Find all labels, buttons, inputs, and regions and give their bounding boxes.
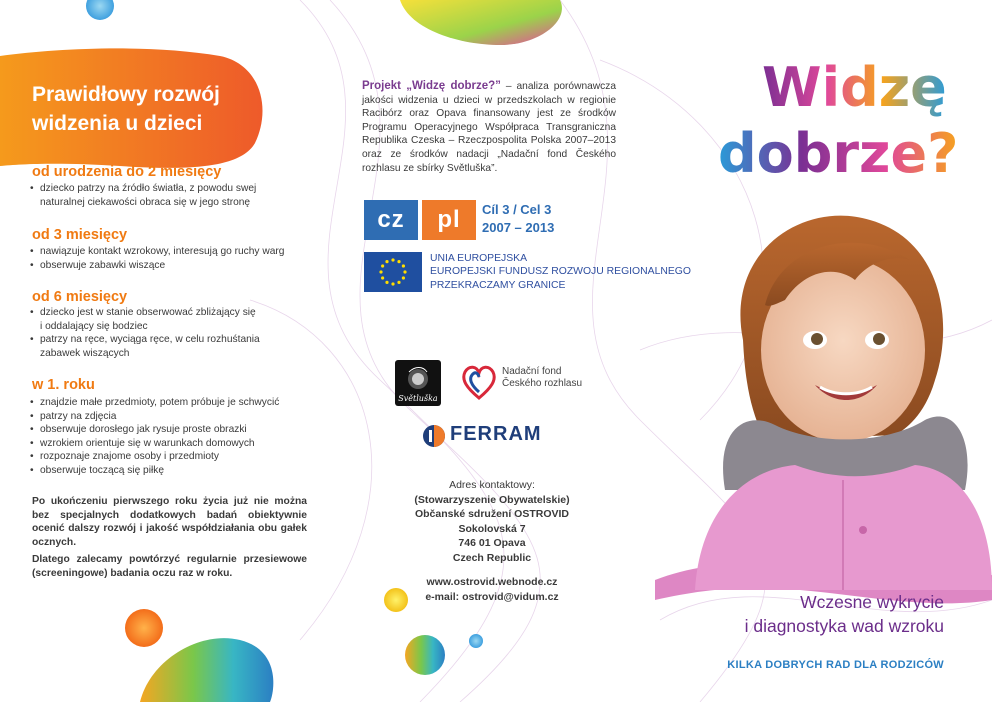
list-item: • nawiązuje kontakt wzrokowy, interesują go ruchy warg — [30, 245, 312, 259]
list-item: • wzrokiem orientuje się w warunkach domowych — [30, 437, 312, 451]
advice-paragraph: Po ukończeniu pierwszego roku życia już nie można bez specjalnych dodatkowych badań obiektywnie ocenić dalszy rozwój i jakość współdziałania obu gałek ocznych. — [32, 496, 307, 548]
contact-links — [402, 575, 582, 604]
list-item: • obserwuje zabawki wiszące — [30, 259, 312, 273]
ferram-wordmark: FERRAM — [450, 423, 542, 445]
svetluska-label: Světluška — [398, 394, 438, 403]
bullet-list — [30, 306, 312, 360]
brand-line-1: Widzę — [762, 56, 947, 119]
brand-wordmark — [712, 48, 972, 188]
bullet-list — [30, 182, 312, 209]
nfcr-label: Nadační fond Českého rozhlasu — [502, 366, 583, 390]
eu-flag-icon — [364, 252, 422, 292]
website-link[interactable]: www.ostrovid.webnode.cz — [426, 576, 558, 588]
child-photo — [655, 190, 992, 590]
bullet-list — [30, 396, 312, 478]
tagline: Wczesne wykrycie i diagnostyka wad wzroku — [744, 592, 944, 636]
list-item-continuation: i oddalający się bodziec — [40, 320, 148, 332]
list-item: • patrzy na ręce, wyciąga ręce, w celu rozhuśtania — [30, 333, 312, 347]
cil-label: Cíl 3 / Cel 3 — [482, 202, 552, 217]
list-item: • znajdzie małe przedmioty, potem próbuje je schwycić — [30, 396, 312, 410]
list-item: • obserwuje dorosłego jak rysuje proste obrazki — [30, 423, 312, 437]
project-name: Projekt „Widzę dobrze?” — [362, 80, 501, 92]
brand-line-2: dobrze? — [718, 122, 959, 185]
list-item: • dziecko patrzy na źródło światła, z powodu swej — [30, 182, 312, 196]
eu-funding-text: UNIA EUROPEJSKA EUROPEJSKI FUNDUSZ ROZWOJU REGIONALNEGO PRZEKRACZAMY GRANICE — [430, 253, 691, 291]
section-heading: od urodzenia do 2 miesięcy — [32, 164, 222, 180]
project-description: Projekt „Widzę dobrze?” – analiza porównawcza jakości widzenia u dzieci w przedszkolach w regionie Racibórz oraz Opava finansowany jest ze środków Programu Operacyjnego Współpraca Transgraniczna Republika Czeska – Rzeczpospolita Polska 2007–2013 oraz ze środków nadacji „Nadační fond Českého rozhlasu ze sbírky Světluška”. — [362, 80, 616, 174]
list-item: • obserwuje toczącą się piłkę — [30, 464, 312, 478]
pl-box: pl — [422, 200, 476, 240]
section-heading: w 1. roku — [32, 377, 95, 393]
svetluska-logo — [395, 360, 441, 406]
subtitle: KILKA DOBRYCH RAD DLA RODZICÓW — [727, 659, 944, 671]
section-heading: od 3 miesięcy — [32, 227, 128, 243]
list-item: • rozpoznaje znajome osoby i przedmioty — [30, 450, 312, 464]
period-label: 2007 – 2013 — [482, 220, 555, 235]
recommendation-paragraph: Dlatego zalecamy powtórzyć regularnie przesiewowe (screeningowe) badania oczu raz w roku. — [32, 554, 307, 579]
list-item: • dziecko jest w stanie obserwować zbliżający się — [30, 306, 312, 320]
section-heading: od 6 miesięcy — [32, 289, 128, 305]
czpl-programme-logo — [364, 200, 564, 242]
heart-icon — [459, 362, 499, 402]
list-item-continuation: zabawek wiszących — [40, 347, 130, 359]
email-link[interactable]: e-mail: ostrovid@vidum.cz — [425, 590, 559, 603]
list-item-continuation: naturalnej ciekawości obraca się w jego stronę — [40, 196, 251, 208]
page-title: Prawidłowy rozwój widzenia u dzieci — [32, 83, 220, 135]
list-item: • patrzy na zdjęcia — [30, 410, 312, 424]
contact-address: Adres kontaktowy: (Stowarzyszenie Obywatelskie) Občanské sdružení OSTROVID Sokolovská 7 746 01 Opava Czech Republic — [414, 479, 570, 564]
bullet-list — [30, 245, 312, 272]
ferram-logo-icon — [422, 424, 446, 448]
cz-box: cz — [364, 200, 418, 240]
